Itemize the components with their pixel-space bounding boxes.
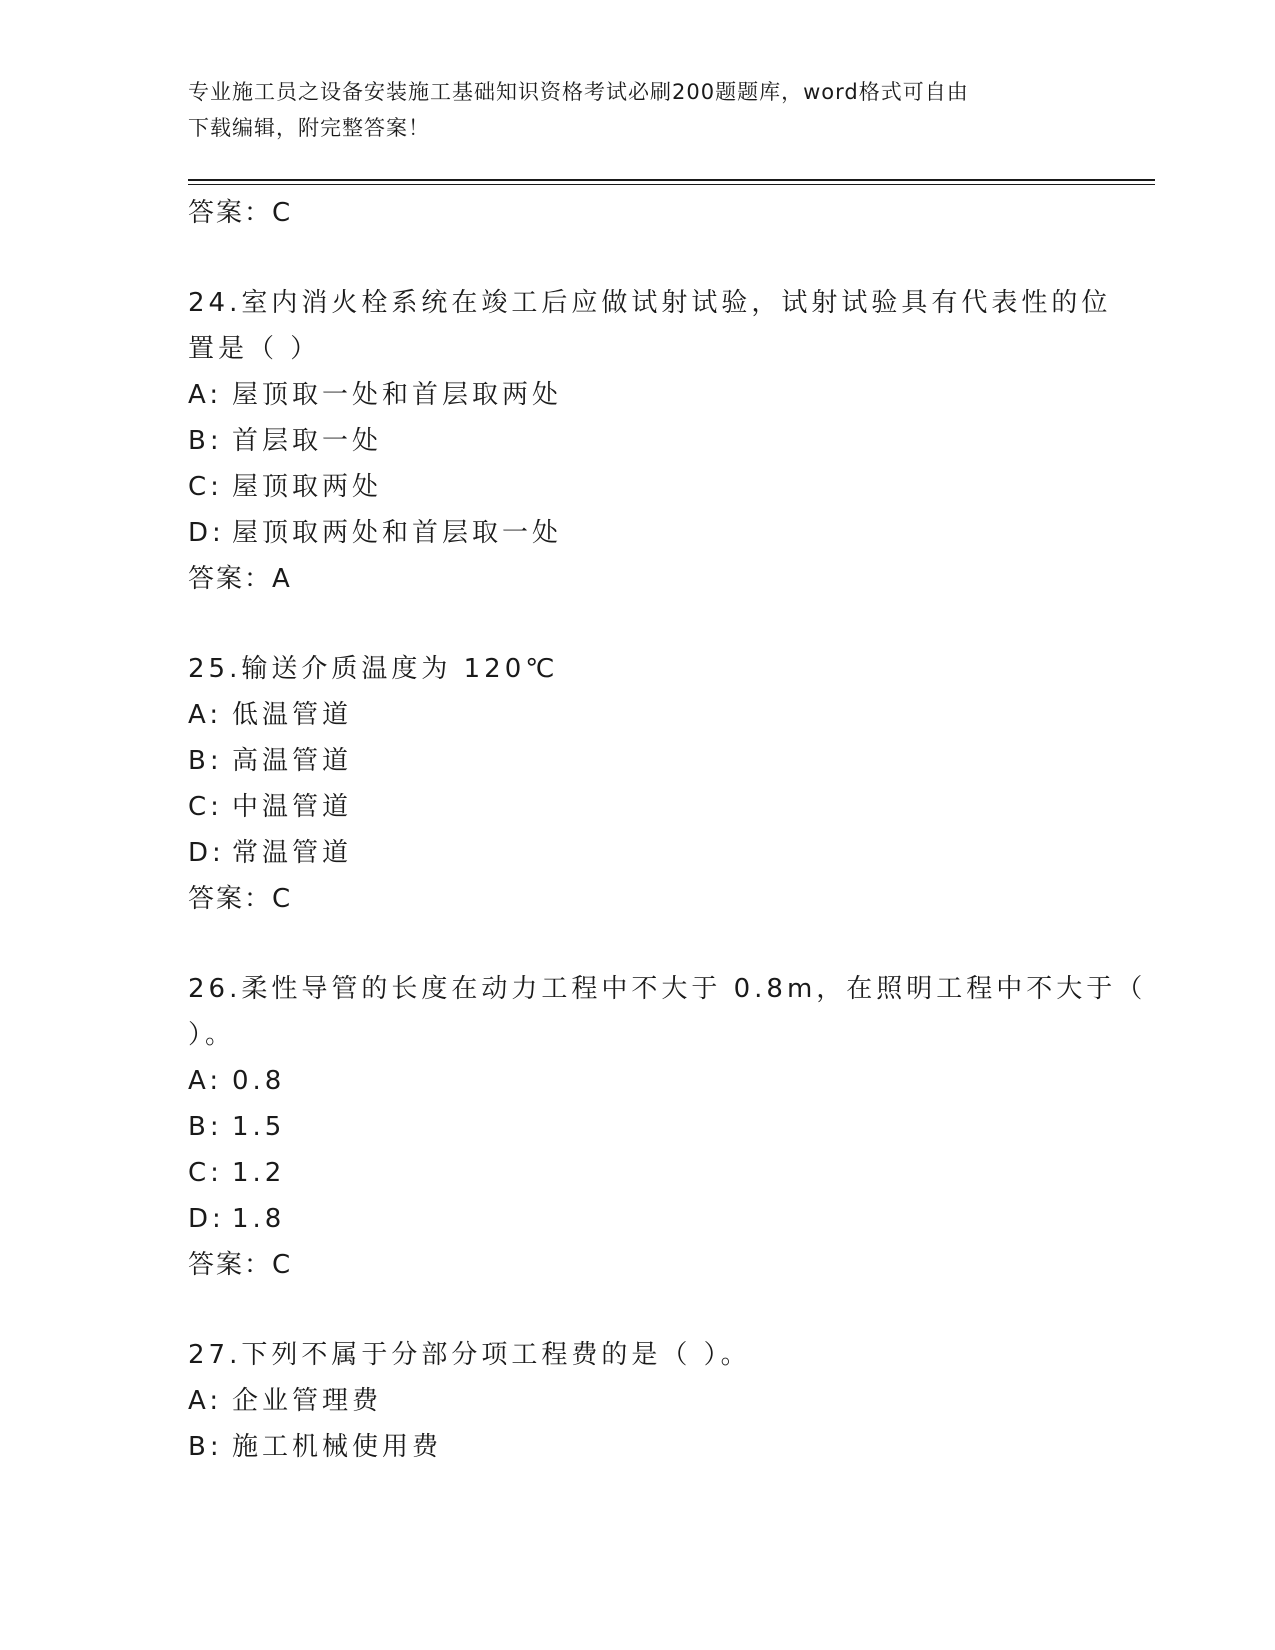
option-letter: D: bbox=[188, 838, 225, 868]
option-text: 首层取一处 bbox=[232, 426, 383, 456]
option-text: 低温管道 bbox=[232, 700, 353, 730]
question-26 bbox=[188, 966, 1147, 1288]
option-text: 屋顶取两处 bbox=[232, 472, 383, 502]
answer-line: 答案：C bbox=[188, 1250, 293, 1280]
option-text: 施工机械使用费 bbox=[232, 1432, 443, 1462]
option-text: 屋顶取两处和首层取一处 bbox=[232, 518, 563, 548]
option-text: 1.5 bbox=[232, 1112, 286, 1142]
option-text: 0.8 bbox=[232, 1066, 286, 1096]
option-letter: A: bbox=[188, 1066, 223, 1096]
question-stem-line-1: 27.下列不属于分部分项工程费的是（ ）。 bbox=[188, 1340, 751, 1370]
option-letter: A: bbox=[188, 700, 223, 730]
option-letter: C: bbox=[188, 792, 223, 822]
option-letter: C: bbox=[188, 1158, 223, 1188]
question-stem-line-1: 26.柔性导管的长度在动力工程中不大于 0.8m，在照明工程中不大于（ bbox=[188, 974, 1147, 1004]
answer-line: 答案：C bbox=[188, 884, 293, 914]
header-line-1: 专业施工员之设备安装施工基础知识资格考试必刷200题题库，word格式可自由 bbox=[188, 80, 969, 104]
option-b bbox=[188, 418, 1088, 464]
previous-answer: 答案：C bbox=[188, 198, 293, 228]
spacer bbox=[188, 1288, 1088, 1332]
option-d bbox=[188, 1196, 1088, 1242]
header-rule-thick bbox=[188, 179, 1155, 181]
option-text: 屋顶取一处和首层取两处 bbox=[232, 380, 563, 410]
document-body bbox=[188, 190, 1147, 1470]
option-text: 常温管道 bbox=[232, 838, 353, 868]
question-stem-line-2: 置是（ ） bbox=[188, 334, 321, 364]
spacer bbox=[188, 236, 1088, 280]
option-letter: B: bbox=[188, 1112, 223, 1142]
option-text: 中温管道 bbox=[232, 792, 353, 822]
option-letter: D: bbox=[188, 518, 225, 548]
option-b bbox=[188, 738, 1088, 784]
answer-line: 答案：A bbox=[188, 564, 292, 594]
option-c bbox=[188, 1150, 1088, 1196]
option-a bbox=[188, 692, 1088, 738]
option-text: 1.8 bbox=[232, 1204, 286, 1234]
option-b bbox=[188, 1424, 1088, 1470]
option-letter: B: bbox=[188, 426, 223, 456]
option-a bbox=[188, 1378, 1088, 1424]
option-d bbox=[188, 830, 1088, 876]
header-line-2: 下载编辑，附完整答案！ bbox=[188, 116, 430, 140]
option-c bbox=[188, 464, 1088, 510]
option-text: 1.2 bbox=[232, 1158, 286, 1188]
option-letter: D: bbox=[188, 1204, 225, 1234]
option-a bbox=[188, 372, 1088, 418]
option-letter: A: bbox=[188, 380, 223, 410]
question-25 bbox=[188, 646, 1088, 922]
option-letter: B: bbox=[188, 746, 223, 776]
question-24 bbox=[188, 280, 1112, 602]
option-letter: B: bbox=[188, 1432, 223, 1462]
option-d bbox=[188, 510, 1088, 556]
option-b bbox=[188, 1104, 1088, 1150]
option-c bbox=[188, 784, 1088, 830]
question-stem-line-2: ）。 bbox=[188, 1020, 236, 1050]
question-27 bbox=[188, 1332, 1088, 1470]
option-text: 高温管道 bbox=[232, 746, 353, 776]
spacer bbox=[188, 602, 1088, 646]
question-stem-line-1: 24.室内消火栓系统在竣工后应做试射试验，试射试验具有代表性的位 bbox=[188, 288, 1112, 318]
header-rule-thin bbox=[188, 184, 1155, 185]
option-text: 企业管理费 bbox=[232, 1386, 383, 1416]
document-header bbox=[188, 74, 1088, 146]
option-a bbox=[188, 1058, 1088, 1104]
question-stem-line-1: 25.输送介质温度为 120℃ bbox=[188, 654, 559, 684]
spacer bbox=[188, 922, 1088, 966]
option-letter: A: bbox=[188, 1386, 223, 1416]
option-letter: C: bbox=[188, 472, 223, 502]
